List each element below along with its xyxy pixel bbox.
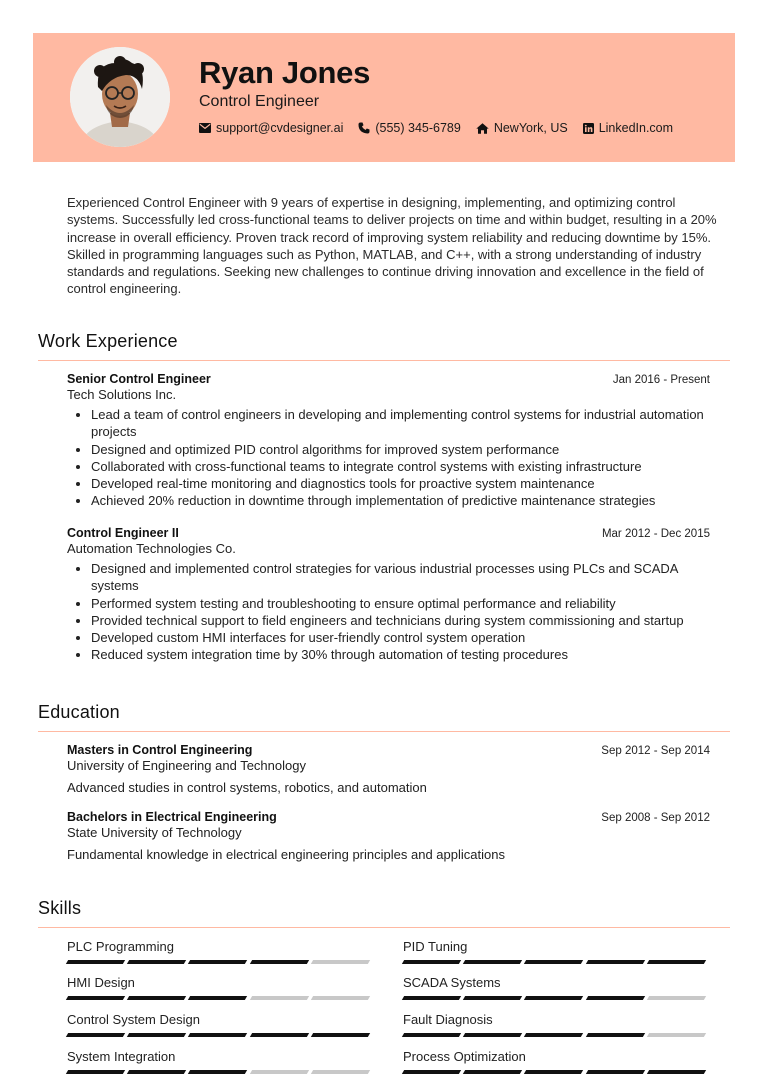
skill-item [403,1012,709,1037]
skill-segment-filled [463,1033,523,1037]
skill-segment-empty [647,1033,707,1037]
skill-segment-empty [311,960,371,964]
skill-level-bar [403,1070,709,1074]
skill-segment-empty [249,996,309,1000]
skill-name: Process Optimization [403,1049,526,1064]
skill-segment-filled [249,960,309,964]
skill-level-bar [67,1033,373,1037]
home-icon [476,123,489,134]
skill-segment-filled [524,960,584,964]
job-bullet: • Collaborated with cross-functional teams to integrate control systems with existing infrastructure [91,458,710,475]
education-entry [67,810,710,862]
job-bullet: • Developed custom HMI interfaces for user-friendly control system operation [91,629,710,646]
education-description: Fundamental knowledge in electrical engineering principles and applications [67,847,505,862]
skill-item [67,1012,373,1037]
skill-segment-filled [66,1070,126,1074]
skill-level-bar [403,960,709,964]
job-bullet: • Provided technical support to field engineers and technicians during system commissioning and startup [91,612,710,629]
work-experience-heading: Work Experience [38,331,178,351]
job-bullets [67,560,710,664]
linkedin-icon [583,123,594,134]
skill-name: PLC Programming [67,939,174,954]
skill-segment-filled [463,960,523,964]
job-entry [67,372,710,510]
education-entry [67,743,710,795]
skill-segment-empty [311,996,371,1000]
skill-segment-filled [524,1070,584,1074]
skill-segment-filled [647,960,707,964]
skills-heading: Skills [38,898,82,918]
education-heading: Education [38,702,120,722]
education-description: Advanced studies in control systems, robotics, and automation [67,780,427,795]
education-dates: Sep 2008 - Sep 2012 [601,812,710,824]
skill-item [67,1049,373,1074]
skill-segment-filled [585,1070,645,1074]
contact-bar [199,121,688,135]
email-text: support@cvdesigner.ai [216,121,344,135]
skill-segment-filled [188,960,248,964]
skill-segment-filled [311,1033,371,1037]
phone-text: (555) 345-6789 [375,121,461,135]
envelope-icon [199,123,211,133]
skill-name: Control System Design [67,1012,200,1027]
skill-segment-filled [585,996,645,1000]
skill-level-bar [67,996,373,1000]
skill-segment-filled [66,1033,126,1037]
skill-level-bar [67,960,373,964]
job-company: Tech Solutions Inc. [67,387,177,402]
job-bullet: • Designed and optimized PID control algorithms for improved system performance [91,441,710,458]
candidate-title: Control Engineer [199,93,320,110]
candidate-name: Ryan Jones [199,55,371,90]
school-name: State University of Technology [67,825,242,840]
skill-segment-empty [311,1070,371,1074]
skill-segment-filled [402,996,462,1000]
skill-segment-filled [463,1070,523,1074]
contact-location [476,121,568,135]
phone-icon [358,122,370,134]
skill-level-bar [403,1033,709,1037]
contact-phone[interactable] [358,121,460,135]
skill-item [403,939,709,964]
skill-segment-filled [402,1070,462,1074]
skill-level-bar [67,1070,373,1074]
section-divider [38,731,730,732]
skill-item [67,975,373,1000]
linkedin-text: LinkedIn.com [598,121,674,135]
contact-email[interactable] [199,121,343,135]
job-bullets [67,406,710,510]
job-entry [67,526,710,664]
resume-header [33,33,735,162]
degree-title: Masters in Control Engineering [67,743,253,757]
job-bullet: • Developed real-time monitoring and diagnostics tools for proactive system maintenance [91,475,710,492]
skill-segment-filled [524,996,584,1000]
job-bullet: • Performed system testing and troubleshooting to ensure optimal performance and reliability [91,595,710,612]
skill-name: PID Tuning [403,939,468,954]
skill-segment-filled [585,960,645,964]
skill-segment-filled [402,1033,462,1037]
skill-segment-filled [585,1033,645,1037]
job-bullet: • Lead a team of control engineers in developing and implementing control systems for industrial automation projects [91,406,710,441]
job-bullet: • Achieved 20% reduction in downtime through implementation of predictive maintenance strategies [91,492,710,509]
skill-segment-filled [463,996,523,1000]
skill-segment-filled [127,1070,187,1074]
profile-photo [70,47,170,147]
job-title: Control Engineer II [67,526,179,540]
skill-item [67,939,373,964]
skill-segment-filled [188,996,248,1000]
skill-name: System Integration [67,1049,176,1064]
profile-summary: Experienced Control Engineer with 9 years of expertise in designing, implementing, and optimizing control systems. Successfully led cross-functional teams to deliver projects on time and within budget, resulting in a 20% increase in overall efficiency. Proven track record of improving system reliability and reducing downtime by 15%. Skilled in programming languages such as Python, MATLAB, and C++, with a strong understanding of industry standards and regulations. Seeking new challenges to continue driving innovation and excellence in the field of control engineering. [67,195,717,297]
job-dates: Mar 2012 - Dec 2015 [601,528,710,540]
skill-name: HMI Design [67,975,135,990]
job-title: Senior Control Engineer [67,372,211,386]
skill-segment-filled [127,960,187,964]
skill-name: Fault Diagnosis [403,1012,493,1027]
section-divider [38,927,730,928]
skill-item [403,1049,709,1074]
skill-segment-filled [66,960,126,964]
skill-item [403,975,709,1000]
skill-segment-filled [127,1033,187,1037]
location-text: NewYork, US [493,121,568,135]
skill-segment-filled [647,1070,707,1074]
job-bullet: • Designed and implemented control strategies for various industrial processes using PLCs and SCADA systems [91,560,710,595]
school-name: University of Engineering and Technology [67,758,306,773]
skill-segment-empty [249,1070,309,1074]
skill-name: SCADA Systems [403,975,501,990]
skill-segment-filled [127,996,187,1000]
job-bullet: • Reduced system integration time by 30% through automation of testing procedures [91,646,710,663]
degree-title: Bachelors in Electrical Engineering [67,810,277,824]
skill-segment-filled [188,1033,248,1037]
skill-segment-filled [188,1070,248,1074]
education-dates: Sep 2012 - Sep 2014 [601,745,710,757]
job-dates: Jan 2016 - Present [612,374,710,386]
skill-level-bar [403,996,709,1000]
skill-segment-filled [66,996,126,1000]
job-company: Automation Technologies Co. [67,541,236,556]
skill-segment-filled [524,1033,584,1037]
skill-segment-filled [402,960,462,964]
skill-segment-empty [647,996,707,1000]
section-divider [38,360,730,361]
contact-linkedin[interactable] [583,121,673,135]
skill-segment-filled [249,1033,309,1037]
